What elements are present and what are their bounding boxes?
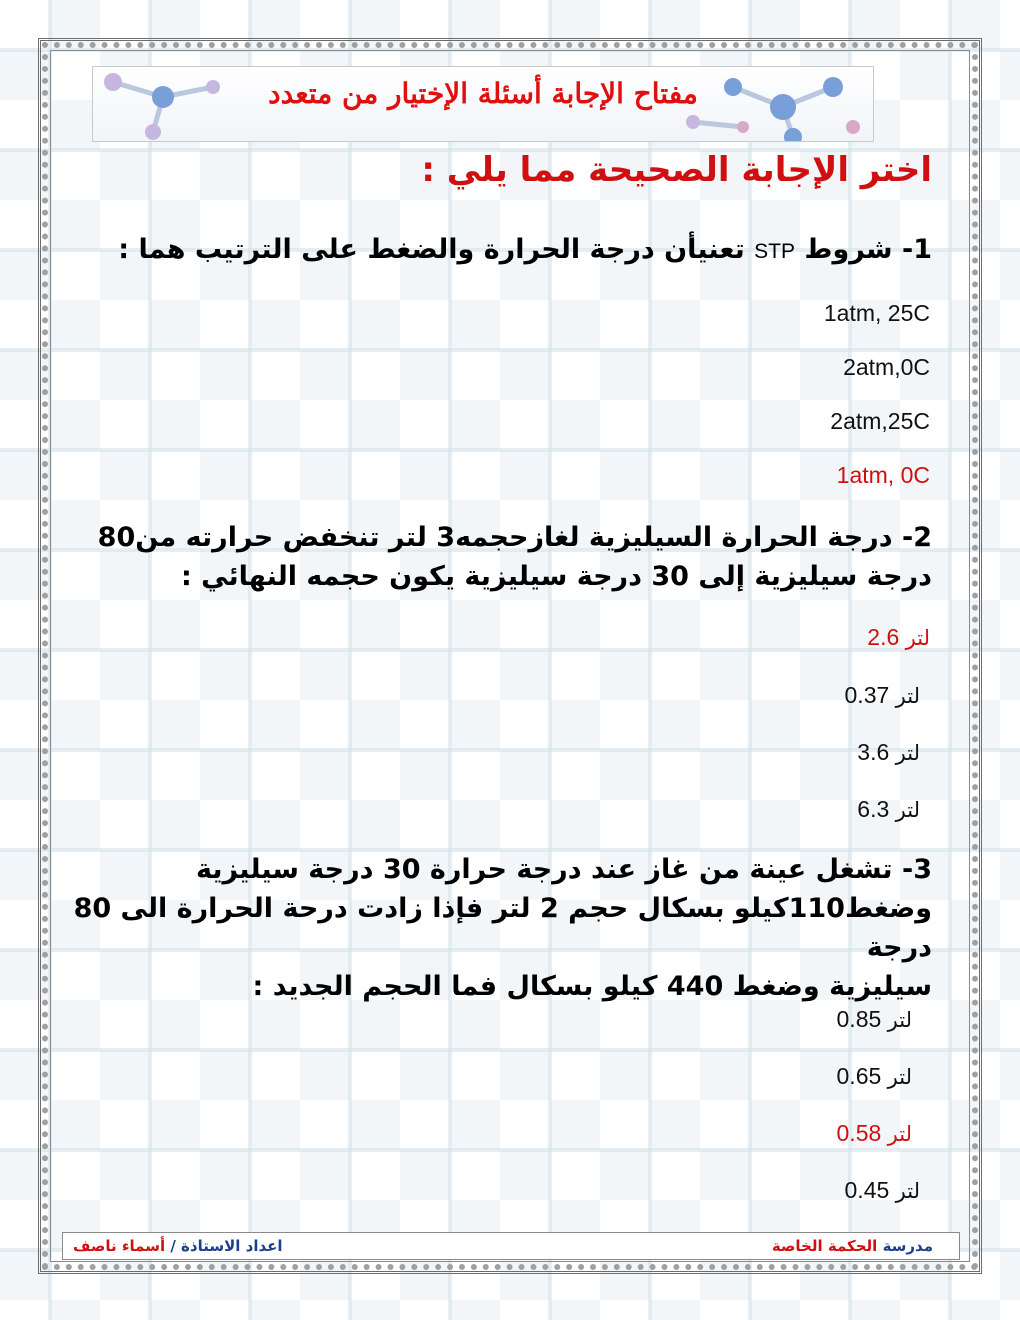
question-2-line-1 <box>70 518 932 557</box>
q2-option-3[interactable] <box>857 739 920 766</box>
question-3-number: 3- <box>901 854 932 885</box>
question-2-line-2: درجة سيليزية إلى 30 درجة سيليزية يكون حجمه النهائي : <box>180 561 932 592</box>
q2-option-2-unit: لتر <box>895 684 920 708</box>
footer-author <box>73 1237 283 1255</box>
q1-option-1[interactable]: 1atm, 25C <box>823 300 930 326</box>
q2-option-1-unit: لتر <box>905 626 930 650</box>
question-3-line-2: وضغط110كيلو بسكال حجم 2 لتر فإذا زادت درحة الحرارة الى 80 درجة <box>73 893 932 963</box>
question-3-text-1: تشغل عينة من غاز عند درجة حرارة 30 درجة سيليزية <box>195 854 893 885</box>
q2-option-4[interactable] <box>857 796 920 823</box>
q3-option-2-unit: لتر <box>887 1065 912 1089</box>
question-1-text-a: شروط <box>804 234 893 265</box>
q3-option-3-correct[interactable] <box>837 1120 912 1147</box>
q1-option-4-correct[interactable]: 1atm, 0C <box>836 462 930 488</box>
instruction-heading: اختر الإجابة الصحيحة مما يلي : <box>421 150 932 190</box>
q3-option-3-unit: لتر <box>887 1122 912 1146</box>
q1-option-3[interactable]: 2atm,25C <box>830 408 930 434</box>
question-1-stp: STP <box>754 240 795 263</box>
footer-school-name: الحكمة الخاصة <box>771 1237 878 1255</box>
footer-teacher-name: أسماء ناصف <box>73 1237 166 1255</box>
q3-option-3-value: 0.58 <box>836 1120 882 1146</box>
footer-school-prefix: مدرسة <box>882 1237 933 1255</box>
q3-option-1-value: 0.85 <box>836 1006 882 1032</box>
question-1-number: 1- <box>901 234 932 265</box>
q3-option-1-unit: لتر <box>887 1008 912 1032</box>
q3-option-4-value: 0.45 <box>844 1177 890 1203</box>
question-1-text-b: تعنيأن درجة الحرارة والضغط على الترتيب هما : <box>118 234 745 265</box>
question-2-text-1: درجة الحرارة السيليزية لغازحجمه3 لتر تنخفض حرارته من80 <box>97 522 893 553</box>
question-2-number: 2- <box>901 522 932 553</box>
question-2 <box>70 518 932 596</box>
page-footer <box>62 1232 960 1260</box>
q1-option-2[interactable]: 2atm,0C <box>843 354 930 380</box>
q3-option-2[interactable] <box>837 1063 912 1090</box>
q3-option-1[interactable] <box>837 1006 912 1033</box>
question-3-line-1 <box>70 850 932 889</box>
page-title: مفتاح الإجابة أسئلة الإختيار من متعدد <box>268 77 698 110</box>
q3-option-4[interactable] <box>845 1177 920 1204</box>
q3-option-2-value: 0.65 <box>836 1063 882 1089</box>
q2-option-3-unit: لتر <box>895 741 920 765</box>
question-1 <box>70 230 932 271</box>
q2-option-1-correct[interactable] <box>867 624 930 651</box>
question-3 <box>70 850 932 1006</box>
header-banner <box>92 66 874 142</box>
question-3-line-3: سيليزية وضغط 440 كيلو بسكال فما الحجم الجديد : <box>252 971 932 1002</box>
footer-prepared-by: اعداد الاستاذة / <box>170 1237 283 1255</box>
q2-option-4-value: 6.3 <box>857 796 890 822</box>
q3-option-4-unit: لتر <box>895 1179 920 1203</box>
q2-option-4-unit: لتر <box>895 798 920 822</box>
q2-option-1-value: 2.6 <box>867 624 900 650</box>
q2-option-2-value: 0.37 <box>844 682 890 708</box>
q2-option-2[interactable] <box>845 682 920 709</box>
footer-school <box>772 1237 933 1255</box>
q2-option-3-value: 3.6 <box>857 739 890 765</box>
